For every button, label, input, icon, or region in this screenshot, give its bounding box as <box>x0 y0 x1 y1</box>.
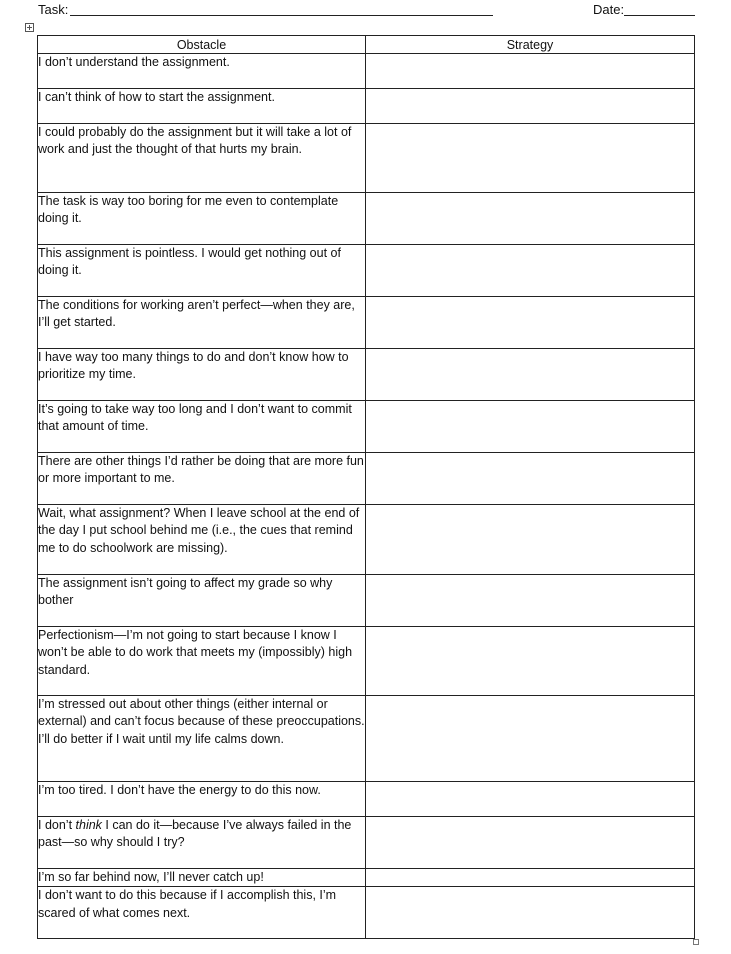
table-move-handle-icon[interactable] <box>25 23 34 32</box>
table-row <box>38 193 695 245</box>
column-header-obstacle: Obstacle <box>38 36 366 54</box>
obstacle-strategy-table <box>37 35 695 939</box>
strategy-cell[interactable] <box>366 627 695 696</box>
table-row <box>38 349 695 401</box>
date-label: Date: <box>593 2 625 17</box>
obstacle-cell: The assignment isn’t going to affect my grade so why bother <box>38 575 366 627</box>
table-row <box>38 89 695 124</box>
table-row <box>38 627 695 696</box>
table-row <box>38 782 695 817</box>
obstacle-text: I can do it—because I’ve always failed in the past—so why should I try? <box>38 818 352 850</box>
obstacle-cell: The task is way too boring for me even to contemplate doing it. <box>38 193 366 245</box>
strategy-cell[interactable] <box>366 887 695 939</box>
strategy-cell[interactable] <box>366 245 695 297</box>
column-header-strategy: Strategy <box>366 36 695 54</box>
strategy-cell[interactable] <box>366 453 695 505</box>
obstacle-text-emphasis: think <box>75 818 102 832</box>
obstacle-cell: I’m too tired. I don’t have the energy to do this now. <box>38 782 366 817</box>
strategy-cell[interactable] <box>366 124 695 193</box>
table-row <box>38 297 695 349</box>
obstacle-cell: I don’t want to do this because if I accomplish this, I’m scared of what comes next. <box>38 887 366 939</box>
strategy-cell[interactable] <box>366 696 695 782</box>
task-label: Task: <box>38 2 69 17</box>
table-row <box>38 453 695 505</box>
table-resize-handle-icon[interactable] <box>693 939 699 945</box>
table-row <box>38 401 695 453</box>
strategy-cell[interactable] <box>366 297 695 349</box>
table-row <box>38 817 695 869</box>
obstacle-cell: There are other things I’d rather be doing that are more fun or more important to me. <box>38 453 366 505</box>
obstacle-cell: The conditions for working aren’t perfect—when they are, I’ll get started. <box>38 297 366 349</box>
obstacle-cell: It’s going to take way too long and I don’t want to commit that amount of time. <box>38 401 366 453</box>
table-row <box>38 887 695 939</box>
strategy-cell[interactable] <box>366 401 695 453</box>
obstacle-cell: This assignment is pointless. I would get nothing out of doing it. <box>38 245 366 297</box>
strategy-cell[interactable] <box>366 817 695 869</box>
table-row <box>38 575 695 627</box>
strategy-cell[interactable] <box>366 869 695 887</box>
strategy-cell[interactable] <box>366 349 695 401</box>
date-field[interactable] <box>624 15 695 16</box>
strategy-cell[interactable] <box>366 89 695 124</box>
table-row <box>38 124 695 193</box>
table-row <box>38 869 695 887</box>
table-header-row <box>38 36 695 54</box>
table-row <box>38 245 695 297</box>
obstacle-cell: I’m stressed out about other things (either internal or external) and can’t focus because of these preoccupations. I’ll do better if I wait until my life calms down. <box>38 696 366 782</box>
obstacle-cell <box>38 817 366 869</box>
obstacle-cell: Wait, what assignment? When I leave school at the end of the day I put school behind me (i.e., the cues that remind me to do schoolwork are missing). <box>38 505 366 575</box>
strategy-cell[interactable] <box>366 505 695 575</box>
obstacle-cell: I could probably do the assignment but it will take a lot of work and just the thought of that hurts my brain. <box>38 124 366 193</box>
task-field[interactable] <box>70 15 493 16</box>
strategy-cell[interactable] <box>366 193 695 245</box>
strategy-cell[interactable] <box>366 54 695 89</box>
obstacle-text: I don’t <box>38 818 76 832</box>
obstacle-cell: I can’t think of how to start the assignment. <box>38 89 366 124</box>
obstacle-cell: I don’t understand the assignment. <box>38 54 366 89</box>
table-row <box>38 696 695 782</box>
obstacle-cell: Perfectionism—I’m not going to start because I know I won’t be able to do work that meets my (impossibly) high standard. <box>38 627 366 696</box>
obstacle-cell: I have way too many things to do and don’t know how to prioritize my time. <box>38 349 366 401</box>
table-row <box>38 54 695 89</box>
table-row <box>38 505 695 575</box>
strategy-cell[interactable] <box>366 782 695 817</box>
strategy-cell[interactable] <box>366 575 695 627</box>
obstacle-cell: I’m so far behind now, I’ll never catch up! <box>38 869 366 887</box>
